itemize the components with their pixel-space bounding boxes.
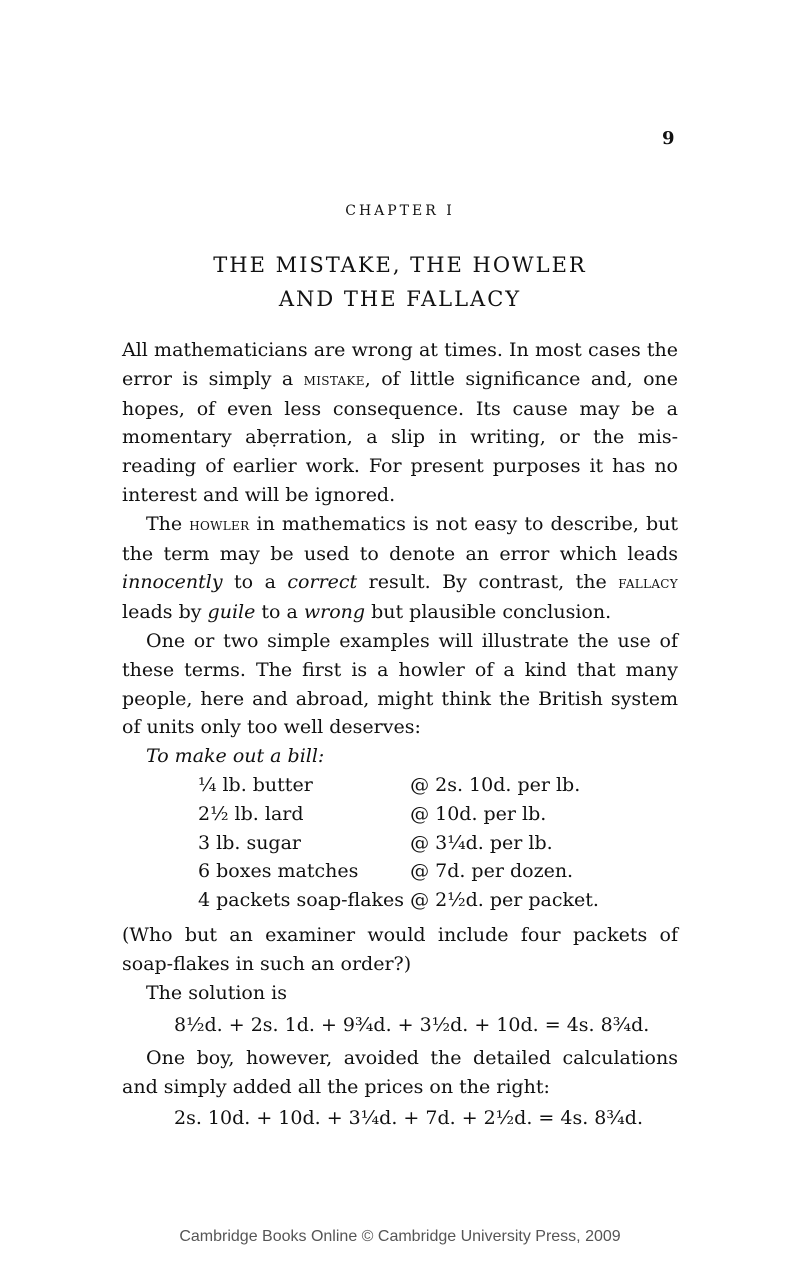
term-howler: howler: [189, 514, 250, 535]
bill-price: @ 10d. per lb.: [410, 802, 547, 825]
paragraph-2-text-d: result. By contrast, the: [357, 571, 619, 594]
page-number: 9: [662, 128, 675, 149]
paragraph-2-text-a: The: [146, 512, 190, 535]
paragraph-1: [122, 336, 678, 510]
bill-item: ¼ lb. butter: [198, 773, 313, 796]
term-mistake: mistake: [303, 369, 365, 390]
bill-item: 4 packets soap-flakes: [198, 889, 405, 912]
paragraph-1-text-a: All mathematicians are wrong at times. In most cases the error is simply a: [122, 339, 678, 390]
paragraph-5: The solution is: [146, 981, 287, 1004]
paragraph-2-text-c: to a: [222, 571, 288, 594]
bill-row: [198, 829, 599, 858]
chapter-title-line-2: AND THE FALLACY: [278, 287, 522, 311]
emphasis-guile: guile: [207, 601, 256, 624]
bill-price: @ 7d. per dozen.: [410, 860, 574, 883]
bill-price: @ 2s. 10d. per lb.: [410, 773, 581, 796]
paragraph-2: [122, 510, 678, 627]
bill-price: @ 3¼d. per lb.: [410, 831, 553, 854]
bill-table: [198, 771, 599, 915]
paragraph-2-text-b: in mathematics is not easy to describe, but the term may be used to denote an error which leads: [122, 512, 678, 565]
chapter-title: [0, 248, 800, 316]
chapter-label: CHAPTER I: [345, 203, 455, 219]
term-fallacy: fallacy: [618, 573, 678, 594]
bill-row: [198, 800, 599, 829]
emphasis-correct: correct: [287, 571, 358, 594]
equation-1: 8½d. + 2s. 1d. + 9¾d. + 3½d. + 10d. = 4s. 8¾d.: [174, 1014, 650, 1037]
bill-row: [198, 771, 599, 800]
paragraph-3: One or two simple examples will illustrate the use of these terms. The first is a howler of a kind that many people, here and abroad, might think the British system of units only too well deserves:: [122, 629, 678, 739]
equation-2: 2s. 10d. + 10d. + 3¼d. + 7d. + 2½d. = 4s. 8¾d.: [174, 1106, 643, 1129]
paragraph-2-text-f: to a: [255, 601, 304, 624]
bill-price: @ 2½d. per packet.: [410, 889, 599, 912]
bill-heading: To make out a bill:: [146, 745, 325, 768]
chapter-title-line-1: THE MISTAKE, THE HOWLER: [213, 253, 587, 277]
paragraph-2-text-e: leads by: [122, 601, 208, 624]
paragraph-4: (Who but an examiner would include four packets of soap-flakes in such an order?): [122, 923, 678, 975]
footer: Cambridge Books Online © Cambridge University Press, 2009: [179, 1228, 621, 1245]
bill-item: 3 lb. sugar: [198, 831, 302, 854]
paragraph-2-text-g: but plausible conclusion.: [365, 601, 612, 624]
paragraph-6: One boy, however, avoided the detailed calculations and simply added all the prices on the right:: [122, 1047, 678, 1098]
bill-item: 2½ lb. lard: [198, 802, 304, 825]
body-text: [122, 336, 678, 1133]
emphasis-innocently: innocently: [122, 571, 223, 594]
emphasis-wrong: wrong: [303, 601, 366, 624]
paragraph-1-text-b: , of little significance and, one hopes, of even less consequence. Its cause may be a momentary abẹrration, a slip in writing, or the mis-reading of earlier work. For present purposes it has no interest and will be ignored.: [122, 367, 678, 506]
bill-row: [198, 886, 599, 915]
bill-row: [198, 857, 599, 886]
bill-item: 6 boxes matches: [198, 860, 359, 883]
